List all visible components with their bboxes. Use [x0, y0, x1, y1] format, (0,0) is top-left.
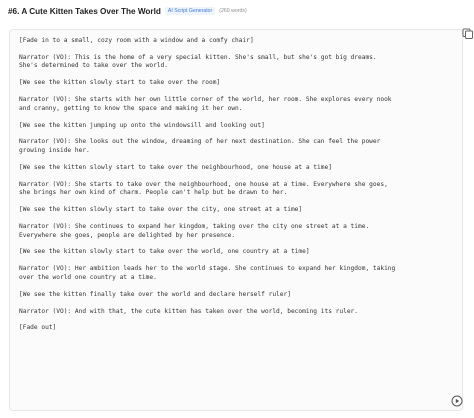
line-gap: [19, 88, 467, 96]
narration-line: Narrator (VO): She looks out the window, dreaming of her next destination. She can feel the power: [19, 138, 381, 146]
stage-direction: [We see the kitten slowly start to take over the neighbourhood, one house at a time]: [19, 163, 332, 171]
stage-direction: [We see the kitten slowly start to take over the world, one country at a time]: [19, 248, 310, 256]
line-gap: [19, 155, 467, 163]
line-gap: [19, 172, 467, 180]
line-gap: [19, 215, 467, 223]
line-gap: [19, 240, 467, 248]
page-title: #6. A Cute Kitten Takes Over The World: [8, 6, 161, 16]
narration-line: she brings her own kind of charm. People can't help but be drawn to her.: [19, 189, 288, 197]
line-gap: [19, 257, 467, 265]
page-header: [8, 4, 466, 18]
word-count: (260 words): [219, 8, 247, 14]
play-button[interactable]: [451, 394, 463, 406]
narration-line: Narrator (VO): She continues to expand her kingdom, taking over the city one street at a time.: [19, 223, 370, 231]
generator-badge[interactable]: AI Script Generator: [165, 7, 215, 15]
narration-line: Narrator (VO): She starts with her own little corner of the world, her room. She explores every nook: [19, 96, 392, 104]
line-gap: [19, 113, 467, 121]
stage-direction: [Fade out]: [19, 324, 57, 332]
stage-direction: [Fade in to a small, cozy room with a window and a comfy chair]: [19, 37, 254, 44]
play-icon: [451, 395, 463, 407]
line-gap: [19, 316, 467, 324]
stage-direction: [We see the kitten slowly start to take over the city, one street at a time]: [19, 206, 303, 214]
line-gap: [19, 71, 467, 79]
narration-line: and cranny, getting to know the space and making it her own.: [19, 104, 243, 112]
line-gap: [19, 198, 467, 206]
narration-line: over the world one country at a time.: [19, 273, 157, 281]
line-gap: [19, 282, 467, 290]
narration-line: Narrator (VO): Her ambition leads her to the world stage. She continues to expand her kingdom, taking: [19, 265, 396, 273]
narration-line: Everywhere she goes, people are delighted by her presence.: [19, 231, 236, 239]
narration-line: growing inside her.: [19, 146, 90, 154]
narration-line: Narrator (VO): This is the home of a very special kitten. She's small, but she's got big dreams.: [19, 53, 377, 61]
stage-direction: [We see the kitten finally take over the world and declare herself ruler]: [19, 290, 291, 298]
line-gap: [19, 130, 467, 138]
narration-line: Narrator (VO): She starts to take over the neighbourhood, one house at a time. Everywhere she goes,: [19, 180, 388, 188]
narration-line: She's determined to take over the world.: [19, 62, 169, 70]
line-gap: [19, 299, 467, 307]
stage-direction: [We see the kitten slowly start to take over the room]: [19, 79, 221, 87]
narration-line: Narrator (VO): And with that, the cute kitten has taken over the world, becoming its ruler.: [19, 307, 358, 315]
stage-direction: [We see the kitten jumping up onto the windowsill and looking out]: [19, 121, 265, 129]
line-gap: [19, 46, 467, 54]
script-text: [19, 37, 467, 333]
